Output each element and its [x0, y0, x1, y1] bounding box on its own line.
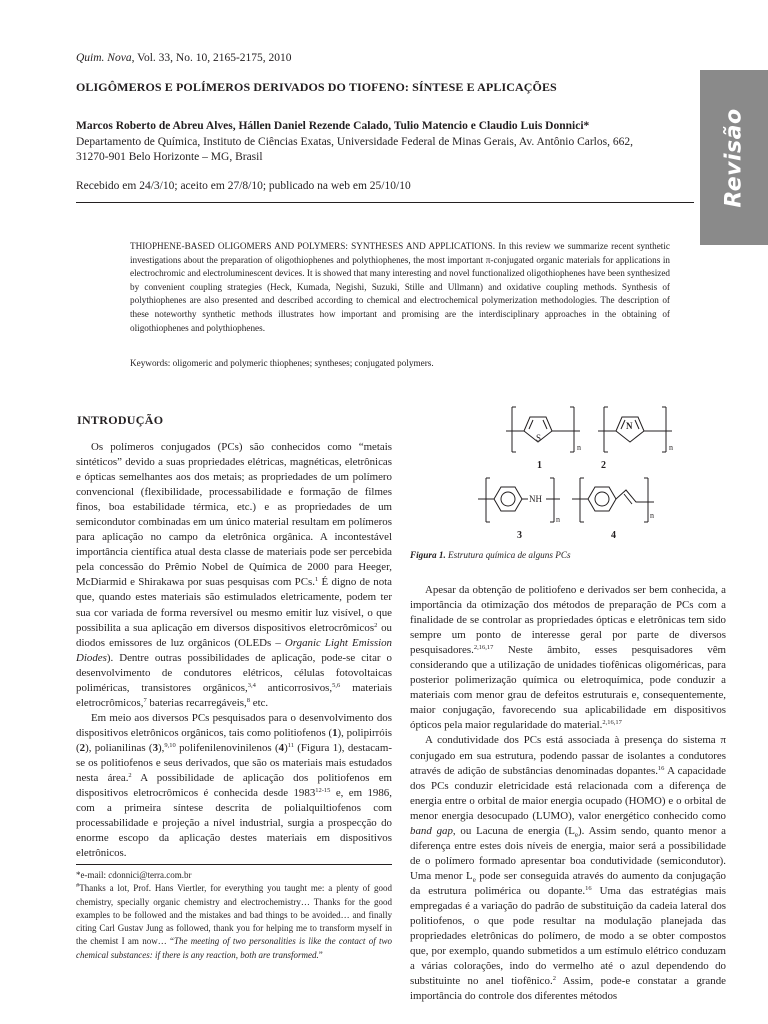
footnotes [76, 869, 392, 962]
journal-citation [76, 52, 292, 64]
repeat-n: n [669, 443, 673, 452]
right-column [410, 583, 726, 1004]
bracket-right [550, 478, 554, 522]
section-tab-label: Revisão [721, 107, 747, 208]
atom-label-s: S [536, 433, 542, 443]
chemical-structures-diagram [470, 400, 710, 550]
benzene-ring [494, 487, 522, 511]
repeat-n: n [650, 511, 654, 520]
aromatic-circle [595, 492, 609, 506]
compound-number: 2 [601, 460, 606, 471]
header-divider [76, 202, 694, 203]
affiliation-line: Departamento de Química, Instituto de Ciências Exatas, Universidade Federal de Minas Gerais, Av. Antônio Carlos, 662, [76, 136, 633, 148]
compound-number: 3 [517, 530, 522, 541]
section-heading-introducao: INTRODUÇÃO [77, 413, 164, 427]
repeat-n: n [556, 515, 560, 524]
compound-number: 1 [537, 460, 542, 471]
bracket-left [580, 478, 584, 522]
authors: Marcos Roberto de Abreu Alves, Hállen Daniel Rezende Calado, Tulio Matencio e Claudio Luis Donnici* [76, 120, 590, 132]
left-column [76, 440, 392, 861]
bracket-left [604, 407, 608, 452]
affiliation-line: 31270-901 Belo Horizonte – MG, Brasil [76, 151, 263, 163]
bracket-right [644, 478, 648, 522]
benzene-ring [588, 487, 616, 511]
affiliation [76, 135, 696, 165]
bracket-right [662, 407, 666, 452]
paragraph: A condutividade dos PCs está associada à presença do sistema π conjugado em sua estrutura, podendo passar de isolantes a condutores através de adição de substâncias denominadas dopantes.$^{16}$ A capacidade dos PCs conduzir eletricidade está relacionada com a diferença de energia entre o orbital de maior energia ocupado (HOMO) e o orbital de menor energia desocupado (LUMO), valor energético conhecido como band gap, ou Lacuna de energia $(L_e)$. Assim sendo, quanto menor a diferença entre estes dois níveis de energia, maior será a possibilidade de o polímero formado apresentar boa condutividade (semicondutor). Uma menor $L_e$ pode ser conseguida através do aumento da conjugação da estrutura polimérica ou dopante.$^{16}$ Uma das estratégias mais empregadas é a variação do padrão de substituição da cadeia lateral dos politiofenos, o que pode resultar na modulação planejada das propriedades eletrônicas do polímero, de modo a se obter compostos que, por exemplo, quando submetidos a um estímulo elétrico conduzam a várias colorações, indo do vermelho até o azul dependendo do substituinte no anel tiofênico.$^2$ Assim, pode-e constatar a grande importância do controle dos diferentes métodos [410, 734, 726, 1003]
double-bond [529, 420, 547, 429]
bracket-right [570, 407, 574, 452]
abstract: THIOPHENE-BASED OLIGOMERS AND POLYMERS: SYNTHESES AND APPLICATIONS. In this review we summarize recent synthetic investigations about the preparation of oligothiophenes and polythiophenes, the most important π-conjugated organic materials for applications in electrochromic and electroluminescent devices. It is showed that many interesting and novel functionalized oligothiophenes have been synthesized by convenient coupling strategies (Heck, Kumada, Negishi, Suzuki, Stille and Ullmann) and oxidative coupling methods. Synthesis of polythiophenes are also presented and described according to chemical and electrochemical polymerization methodologies. The description of these noteworthy synthetic methods illustrates how important and promising are the interdisciplinary approaches in the obtaining of oligothiophenes and polythiophenes. [130, 241, 670, 333]
repeat-n: n [577, 443, 581, 452]
journal-name: Quim. Nova [76, 52, 132, 64]
atom-label-n: N [626, 421, 633, 431]
figure-caption: Figura 1. Estrutura química de alguns PCs [410, 550, 571, 560]
article-title: OLIGÔMEROS E POLÍMEROS DERIVADOS DO TIOFENO: SÍNTESE E APLICAÇÕES [76, 80, 557, 94]
footnote-email: *e-mail: cdonnici@terra.com.br [76, 870, 192, 880]
paragraph: Em meio aos diversos PCs pesquisados para o desenvolvimento dos dispositivos eletrônicos orgânicos, tais como politiofenos (1), polipirróis (2), polianilinas (3),$^{9,10}$ polifenilenovinilenos $(4)^{11}$ (Figura 1), destacam-se os politiofenos e seus derivados, que são os materiais mais estudados nesta área.$^2$ A possibilidade de aplicação dos politiofenos em dispositivos eletrocrômicos é conhecida desde 1983$^{12-15}$ e, em 1986, com a primeira síntese descrita de polialquiltiofenos com processabilidade e projeção a nível industrial, surgia a prospecção do enorme escopo da aplicação destes materiais em dispositivos eletrônicos. [76, 711, 393, 860]
compound-number: 4 [611, 530, 616, 541]
bracket-left [512, 407, 516, 452]
paragraph: Os polímeros conjugados (PCs) são conhecidos como “metais sintéticos” devido a suas propriedades elétricas, magnéticas, eletrônicas e ópticas semelhantes aos dos metais; as propriedades de um polímero convencional (flexibilidade, processabilidade e formação de filmes finos, boa estabilidade térmica, etc.) e as propriedades de um semicondutor combinadas em um único material resultam em polímeros para aplicação no campo da eletrônica orgânica. A incontestável importância científica atual desta classe de materiais pode ser percebida pela concessão do Prêmio Nobel de Química de 2000 para Heeger, McDiarmid e Shirakawa por suas pesquisas com PCs.$^1$ É digno de nota que, quando estes materiais são estimulados eletricamente, podem ter sua cor variada de forma reversível ou mesmo emitir luz visível, o que possibilita a sua aplicação em diversos dispositivos eletrocrômicos$^2$ ou diodos emissores de luz orgânicos (OLEDs – Organic Light Emission Diodes). Dentre outras possibilidades de aplicação, pode-se citar o desenvolvimento de condutores elétricos, células fotovoltaicas poliméricas, transistores orgânicos,$^{3,4}$ anticorrosivos,$^{5,6}$ materiais eletrocrômicos,$^7$ baterias recarregáveis,$^8$ etc. [76, 441, 392, 709]
footnote-dedication: #Thanks a lot, Prof. Hans Viertler, for everything you taught me: a plenty of good chemistry, specially organic chemistry and electrochemistry… Thanks for the good examples to be followed and the mistakes and bad things to be avoided… and finally citing Carl Gustav Jung as followed, thank you for helping me to transform myself in the chemist I am now… “The meeting of two personalities is like the contact of two chemical substances: if there is any reaction, both are transformed.” [76, 882, 392, 960]
atom-label-nh: NH [529, 494, 542, 504]
aromatic-circle [501, 492, 515, 506]
section-tab [700, 70, 768, 245]
footnote-divider [76, 864, 392, 865]
figure-1-structures [470, 400, 710, 550]
journal-volume: , Vol. 33, No. 10, 2165-2175, 2010 [131, 52, 292, 64]
bracket-left [486, 478, 490, 522]
received-dates: Recebido em 24/3/10; aceito em 27/8/10; publicado na web em 25/10/10 [76, 180, 411, 192]
paragraph: Apesar da obtenção de politiofeno e derivados ser bem conhecida, a importância da otimização dos métodos de preparação de PCs com a finalidade de se controlar as propriedades ópticas e eletrônicas tem sido sempre um ponto de interesse geral por parte de diversos pesquisadores.$^{2,16,17}$ Neste âmbito, esses pesquisadores vêm considerando que a utilização de unidades tiofênicas oligoméricas, para posterior polimerização química ou eletroquímica, pode conduzir a materiais com menor grau de defeitos estruturais e, consequentemente, maior conjugação, favorecendo sua aplicabilidade em dispositivos ópticos pela maior regularidade do material.$^{2,16,17}$ [410, 584, 726, 732]
keywords: Keywords: oligomeric and polymeric thiophenes; syntheses; conjugated polymers. [130, 358, 434, 368]
